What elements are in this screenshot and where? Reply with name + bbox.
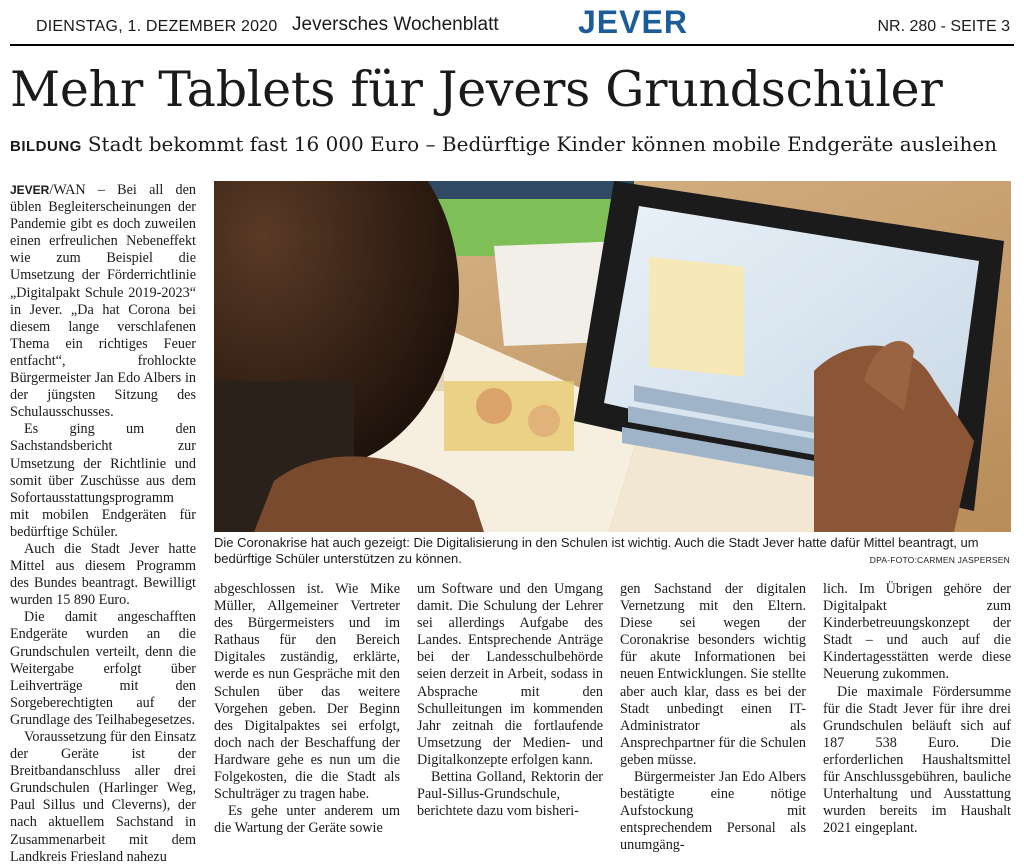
newspaper-name: Jeversches Wochenblatt [292,14,499,35]
paragraph: um Software und den Umgang damit. Die Schulung der Lehrer sei allerdings Aufgabe des Landes. Entsprechende Anträge bei der Landesschulbehörde seien derzeit in Arbeit, sodass in Absprache mit den Schulleitungen im kommenden Jahr zeitnah die fortlaufende Umsetzung der Medien- und Digitalkonzepte erfolgen kann. [417,581,603,768]
paragraph: Es gehe unter anderem um die Wartung der Geräte sowie [214,803,400,837]
kicker: BILDUNG [10,138,82,155]
paragraph: abgeschlossen ist. Wie Mike Müller, Allgemeiner Vertreter des Bürgermeisters und im Rathaus für den Bereich Digitales zuständig, erklärte, werde es nun Gespräche mit den Schulen über das weitere Vorgehen geben. Der Beginn des Digitalpaktes sei erfolgt, doch nach der Beschaffung der Hardware gehe es nun um die Folgekosten, die die Stadt als Schulträger zu tragen habe. [214,581,400,803]
paragraph: Es ging um den Sachstandsbericht zur Umsetzung der Richtlinie und somit über Zuschüsse aus dem Sofortausstattungsprogramm mit mobilen Endgeräten für bedürftige Schüler. [10,421,196,540]
subheadline-text: Stadt bekommt fast 16 000 Euro – Bedürftige Kinder können mobile Endgeräte ausleihen [87,132,998,156]
article-column-3 [417,581,603,820]
article-column-5 [823,581,1011,837]
dateline: JEVER [10,183,50,197]
paragraph: Bürgermeister Jan Edo Albers bestätigte eine nötige Aufstockung mit entsprechendem Personal als unumgäng- [620,769,806,854]
paragraph: Bettina Golland, Rektorin der Paul-Sillus-Grundschule, berichtete dazu vom bisheri- [417,769,603,820]
paragraph: gen Sachstand der digitalen Vernetzung mit den Eltern. Diese sei wegen der Coronakrise besonders wichtig für akute Informationen bei neuen Entwicklungen. Sie stellte aber auch klar, dass es bei der Stadt unbedingt einen IT-Administrator als Ansprechpartner für die Schulen geben müsse. [620,581,806,768]
article-column-2 [214,581,400,837]
photo-credit: DPA-FOTO:CARMEN JASPERSEN [869,555,1010,565]
paragraph: JEVER/WAN – Bei all den üblen Begleiterscheinungen der Pandemie gibt es doch zuweilen einen erfreulichen Nebeneffekt wie zum Beispiel die Umsetzung der Förderrichtlinie „Digitalpakt Schule 2019-2023“ in Jever. „Da hat Corona bei diesem lange verschlafenen Thema ein richtiges Feuer entfacht“, frohlockte Bürgermeister Jan Edo Albers in der jüngsten Sitzung des Schulausschusses. [10,182,196,421]
article-photo [214,181,1011,532]
page-number: NR. 280 - SEITE 3 [877,18,1010,35]
photo-image [214,181,1011,532]
paragraph: Die damit angeschafften Endgeräte wurden an die Grundschulen verteilt, denn die Weitergabe erfolgt über Leihverträge mit den Sorgeberechtigten auf der Grundlage des Teilhabegesetzes. [10,609,196,728]
article-column-1 [10,182,196,866]
header-rule [10,44,1014,46]
photo-caption: Die Coronakrise hat auch gezeigt: Die Digitalisierung in den Schulen ist wichtig. Auch die Stadt Jever hatte dafür Mittel beantragt, um bedürftige Schüler unterstützen zu können. [214,535,979,566]
subheadline [10,132,997,156]
section-town: JEVER [578,4,688,40]
headline: Mehr Tablets für Jevers Grundschüler [10,61,943,118]
paragraph: Die maximale Fördersumme für die Stadt Jever für ihre drei Grundschulen beläuft sich auf 187 538 Euro. Die erforderlichen Haushaltsmittel für Anschlussgebühren, bauliche Unterhaltung und Ausstattung wurden bereits im Haushalt 2021 eingeplant. [823,683,1011,837]
paragraph: Auch die Stadt Jever hatte Mittel aus diesem Programm des Bundes beantragt. Bewilligt wurden 15 890 Euro. [10,540,196,609]
issue-date: DIENSTAG, 1. DEZEMBER 2020 [36,18,278,35]
paragraph: lich. Im Übrigen gehöre der Digitalpakt zum Kinderbetreuungskonzept der Stadt – und auch auf die Kindertagesstätten werde diese Neuerung zukommen. [823,581,1011,683]
paragraph: Voraussetzung für den Einsatz der Geräte ist der Breitbandanschluss aller drei Grundschulen (Harlinger Weg, Paul Sillus und Cleverns), der nach aktuellem Sachstand in Zusammenarbeit mit dem Landkreis Friesland nahezu [10,729,196,865]
article-column-4 [620,581,806,855]
page-header [0,0,1024,42]
